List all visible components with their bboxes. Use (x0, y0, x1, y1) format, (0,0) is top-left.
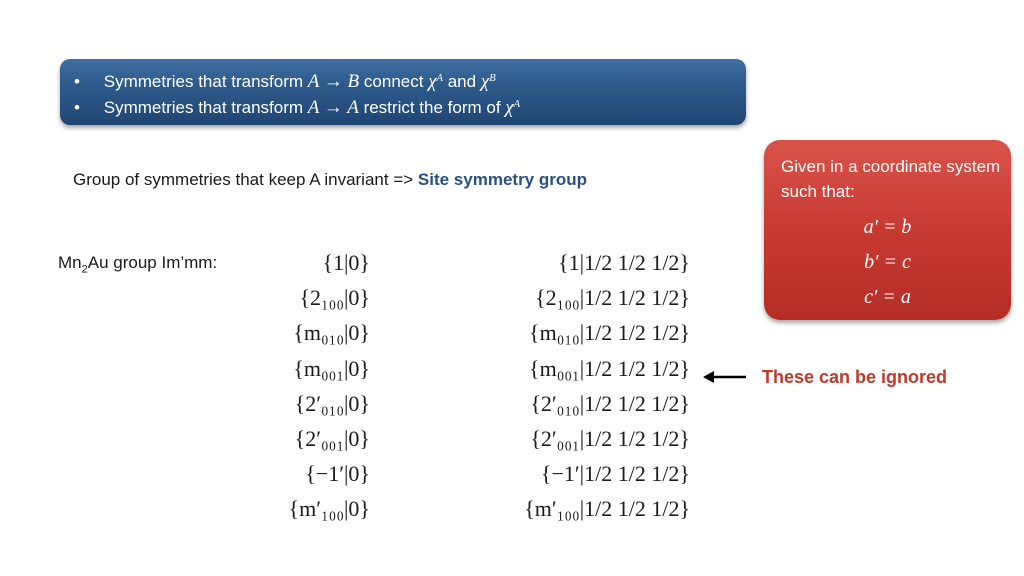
group-label (58, 253, 217, 275)
operations-column-1 (240, 245, 370, 527)
coordinate-system-box (764, 140, 1011, 320)
bullet-banner (60, 59, 746, 125)
operation-item: {2₁₀₀|1/2 1/2 1/2} (535, 285, 690, 311)
operation-item: {m₀₁₀|0} (293, 320, 370, 346)
group-label-sub: 2 (81, 263, 88, 276)
invariant-text: Group of symmetries that keep A invariant => (73, 170, 418, 189)
line1-chi-b: χ (480, 70, 490, 92)
line2-math: A → A (307, 96, 359, 118)
operation-item: {m₀₀₁|1/2 1/2 1/2} (529, 355, 690, 381)
line2-sup-a: A (513, 99, 521, 110)
operation-item: {−1′|0} (305, 461, 370, 487)
line2-text2: restrict the form of (363, 97, 501, 117)
operation-item: {m₀₁₀|1/2 1/2 1/2} (529, 320, 690, 346)
group-label-pre: Mn (58, 253, 82, 272)
operation-item: {1|0} (322, 250, 370, 275)
line2-chi-a: χ (505, 96, 514, 118)
invariant-statement (73, 170, 587, 190)
site-symmetry-group-label: Site symmetry group (417, 170, 588, 189)
line1-sup-a: A (436, 73, 443, 84)
operation-item: {2′₀₀₁|1/2 1/2 1/2} (530, 425, 690, 451)
line1-text2: connect (363, 71, 424, 91)
line1-text3: and (447, 71, 477, 91)
group-label-post: Au group Im’mm: (87, 253, 218, 272)
operation-item: {−1′|1/2 1/2 1/2} (540, 461, 690, 487)
equation-c: c′ = a (864, 286, 911, 308)
left-arrow-icon (703, 369, 747, 385)
operation-item: {2₁₀₀|0} (299, 285, 370, 311)
coordinate-box-text: Given in a coordinate system such that: (781, 157, 1001, 201)
operation-item: {m′₁₀₀|0} (288, 496, 370, 522)
bullet-icon: • (74, 71, 80, 91)
operation-item: {2′₀₀₁|0} (294, 425, 370, 451)
line1-chi-a: χ (428, 70, 437, 92)
banner-line-2 (74, 93, 520, 117)
equation-b: b′ = c (864, 251, 911, 273)
line1-sup-b: B (489, 73, 496, 84)
line1-math: A → B (307, 70, 360, 92)
equation-a: a′ = b (863, 216, 912, 238)
operations-column-2 (450, 245, 690, 527)
operation-item: {1|1/2 1/2 1/2} (558, 250, 690, 275)
operation-item: {2′₀₁₀|1/2 1/2 1/2} (530, 390, 690, 416)
operation-item: {2′₀₁₀|0} (294, 390, 370, 416)
operation-item: {m′₁₀₀|1/2 1/2 1/2} (524, 496, 690, 522)
bullet-icon: • (74, 97, 80, 117)
operation-item: {m₀₀₁|0} (293, 355, 370, 381)
ignored-annotation: These can be ignored (762, 367, 948, 387)
line2-text1: Symmetries that transform (103, 97, 304, 117)
line1-text1: Symmetries that transform (103, 71, 304, 91)
banner-line-1 (74, 67, 496, 91)
